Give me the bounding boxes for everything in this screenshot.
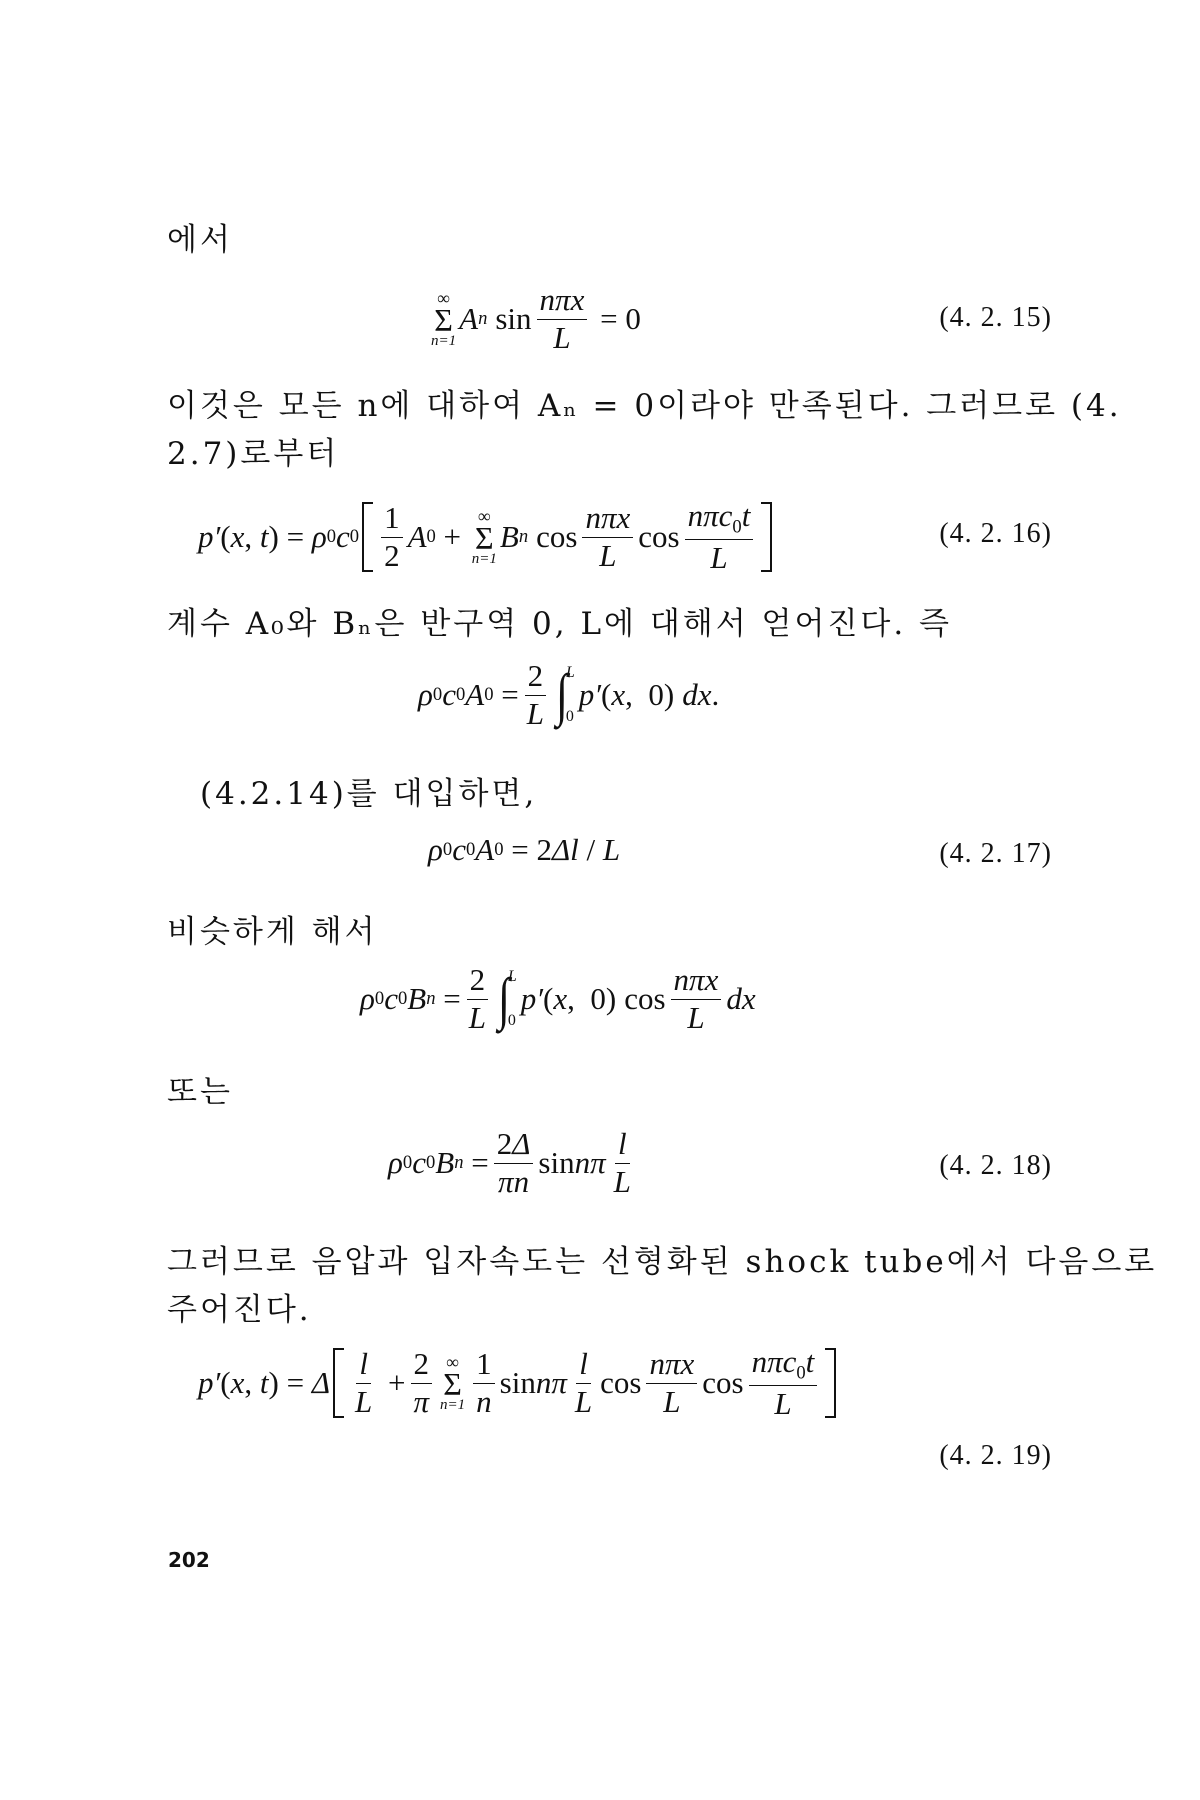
equation-bn-integral: ρ 0 c 0 B n = $\frac{2}{L}$ ∫ L 0 p′ ( x , 0) cos $\frac{\text{nπx}}{L}$ dx [360,962,756,1035]
equation-number-18: (4. 2. 18) [939,1150,1052,1181]
equation-number-19: (4. 2. 19) [939,1440,1052,1471]
equation-4-2-15: ∞ Σ n=1 A n sin $\frac{\text{nπx}}{L}$ = 0 [431,282,641,355]
text-line-5: (4.2.14)를 대입하면, [200,776,538,812]
equation-4-2-19: p′ ( x , t ) = Δ $\frac{l}{L}$ + $\frac{2}{\pi}$ ∞ Σ n=1 $\frac{1}{n}$ sin nπ $\frac{l}{L}$ cos $\frac{\text{nπx}}{L}$ cos $\frac{n\pi c_0t}{L}$ [198,1346,839,1421]
equation-a0-integral: ρ 0 c 0 A 0 = $\frac{2}{L}$ ∫ L 0 p′ ( x , 0) dx . [418,658,720,731]
text-line-2: 이것은 모든 n에 대하여 Aₙ = 0이라야 만족된다. 그러므로 (4. [167,388,1122,424]
equation-number-15: (4. 2. 15) [939,302,1052,333]
text-line-4: 계수 A₀와 Bₙ은 반구역 0, L에 대해서 얻어진다. 즉 [167,606,952,642]
equation-number-16: (4. 2. 16) [939,518,1052,549]
page-number: 202 [168,1548,210,1572]
equation-number-17: (4. 2. 17) [939,838,1052,869]
text-line-8: 그러므로 음압과 입자속도는 선형화된 shock tube에서 다음으로 [167,1244,1158,1280]
text-line-7: 또는 [167,1074,233,1110]
equation-4-2-18: ρ 0 c 0 B n = $\frac{2\Delta}{\pi n}$ sin nπ $\frac{l}{L}$ [388,1126,631,1199]
text-line-3: 2.7)로부터 [167,436,340,472]
text-line-6: 비슷하게 해서 [167,914,378,950]
text-line-9: 주어진다. [167,1292,312,1328]
text-line-1: 에서 [167,222,233,258]
equation-4-2-17: ρ 0 c 0 A 0 = 2 Δl / L [428,832,621,867]
equation-4-2-16: p′ ( x , t ) = ρ 0 c 0 $\frac{1}{2}$ A 0 + ∞ Σ n=1 B n cos $\frac{\text{nπx}}{L}$ cos $\frac{n\pi c_0t}{L}$ [198,500,775,575]
